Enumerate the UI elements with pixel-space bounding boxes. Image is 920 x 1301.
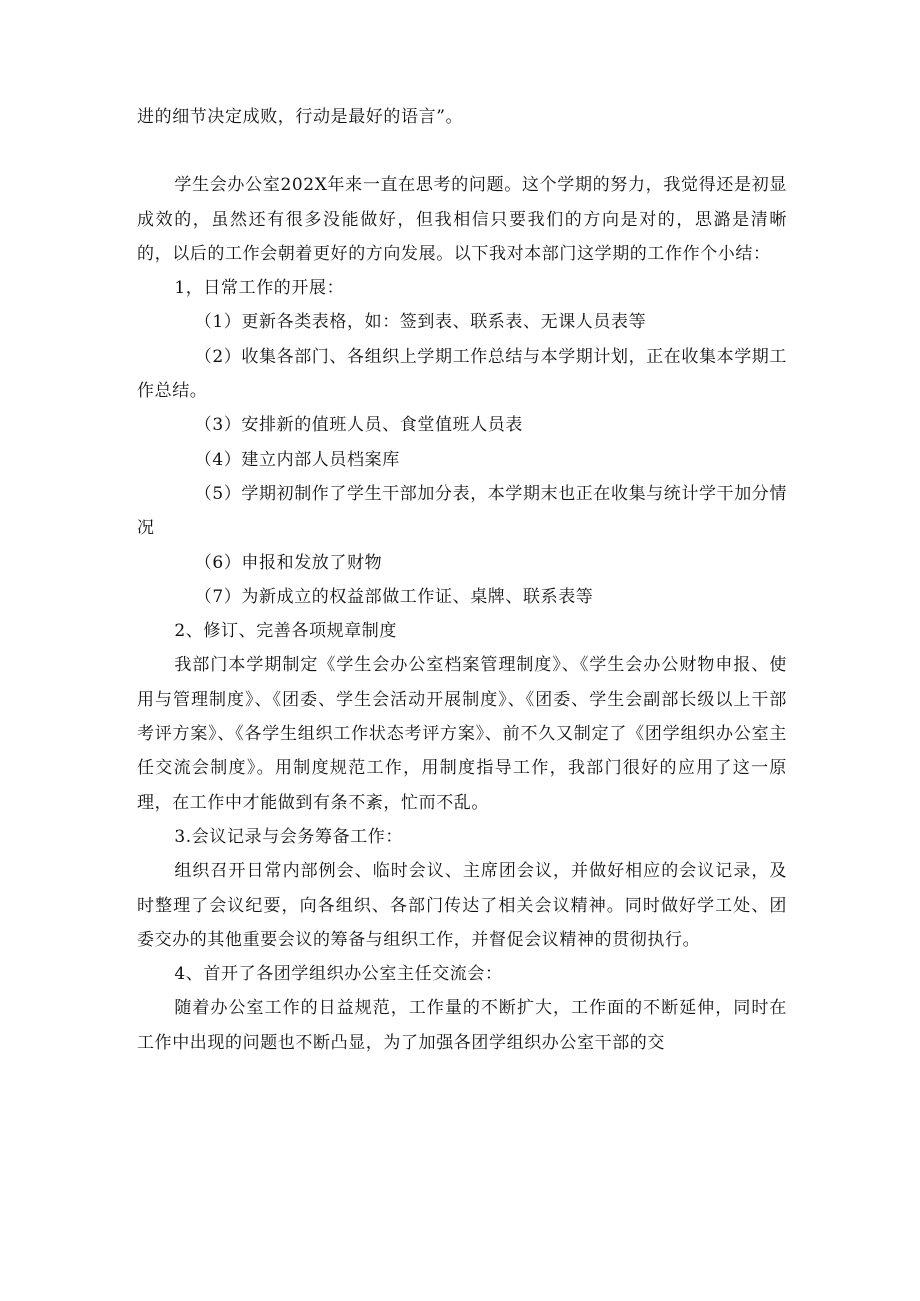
paragraph-continuation: 进的细节决定成败，行动是最好的语言”。 xyxy=(137,107,464,127)
section-heading-regulations: 2、修订、完善各项规章制度 xyxy=(174,621,398,642)
list-item: （3）安排新的值班人员、食堂值班人员表 xyxy=(194,415,524,436)
section-heading-meetings: 3.会议记录与会务筹备工作： xyxy=(174,826,404,847)
list-item: （1）更新各类表格，如：签到表、联系表、无课人员表等 xyxy=(194,312,647,333)
paragraph-regulations: 我部门本学期制定《学生会办公室档案管理制度》、《学生会办公财物申报、使用与管理制度》、《团委、学生会活动开展制度》、《团委、学生会副部长级以上干部考评方案》、《各学生组织工作状态考评方案》、前不久又制定了《团学组织办公室主任交流会制度》。用制度规范工作，用制度指导工作，我部门很好的应用了这一原理，在工作中才能做到有条不紊，忙而不乱。 xyxy=(137,655,787,813)
document-body xyxy=(137,100,787,1060)
paragraph-meetings: 组织召开日常内部例会、临时会议、主席团会议，并做好相应的会议记录，及时整理了会议纪要，向各组织、各部门传达了相关会议精神。同时做好学工处、团委交办的其他重要会议的筹备与组织工作，并督促会议精神的贯彻执行。 xyxy=(137,861,787,950)
section-heading-daily-work: 1，日常工作的开展： xyxy=(174,278,345,299)
paragraph-gap xyxy=(137,134,787,168)
list-item: （2）收集各部门、各组织上学期工作总结与本学期计划，正在收集本学期工作总结。 xyxy=(137,346,788,402)
list-item: （4）建立内部人员档案库 xyxy=(194,449,400,470)
list-item: （5）学期初制作了学生干部加分表，本学期末也正在收集与统计学干加分情况 xyxy=(137,483,788,539)
paragraph-exchange: 随着办公室工作的日益规范，工作量的不断扩大，工作面的不断延伸，同时在工作中出现的问题也不断凸显，为了加强各团学组织办公室干部的交 xyxy=(137,998,787,1053)
section-heading-exchange: 4、首开了各团学组织办公室主任交流会： xyxy=(174,964,503,985)
list-item: （6）申报和发放了财物 xyxy=(194,552,383,573)
paragraph-intro: 学生会办公室202X年来一直在思考的问题。这个学期的努力，我觉得还是初显成效的，虽然还有很多没能做好，但我相信只要我们的方向是对的，思潞是清晰的，以后的工作会朝着更好的方向发展。以下我对本部门这学期的工作作个小结： xyxy=(137,175,787,264)
list-item: （7）为新成立的权益部做工作证、桌牌、联系表等 xyxy=(194,586,594,607)
